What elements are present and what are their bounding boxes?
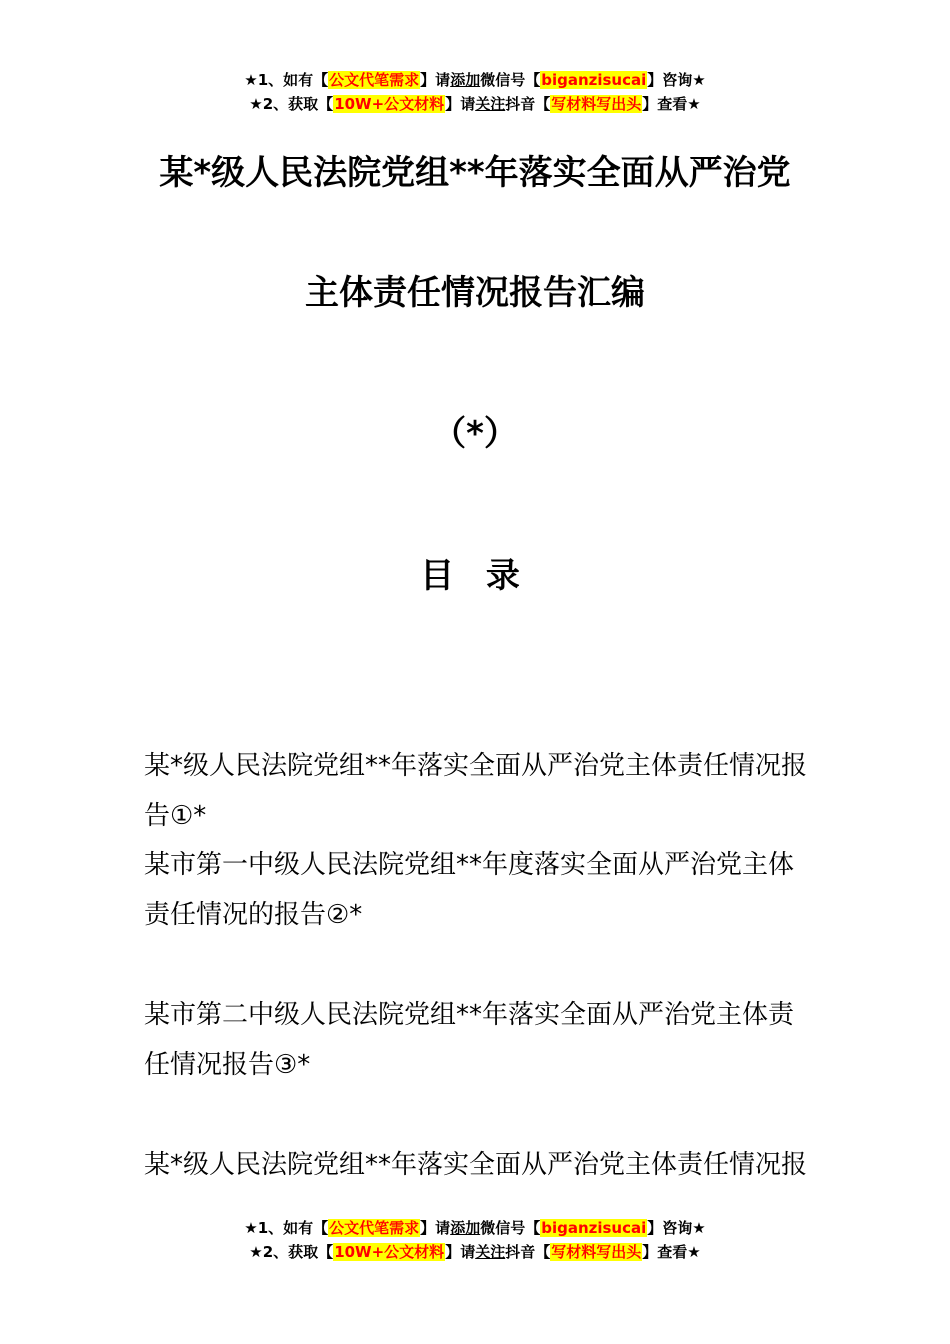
document-subtitle: （*） [432,414,518,454]
document-title-line-1: 某*级人民法院党组**年落实全面从严治党 [159,153,791,193]
promo-banner-bottom [0,1216,950,1264]
promo-line-1: ★1、如有【公文代笔需求】请添加微信号【biganzisucai】咨询★ [244,1219,706,1237]
toc-item[interactable]: 某市第二中级人民法院党组**年落实全面从严治党主体责任情况报告③* [144,1000,795,1080]
highlight-materials: 10W+公文材料 [334,95,445,113]
highlight-douyin-account: 写材料写出头 [551,95,642,113]
toc-item[interactable]: 某市第一中级人民法院党组**年度落实全面从严治党主体责任情况的报告②* [144,850,795,930]
highlight-service: 公文代笔需求 [329,1219,420,1237]
highlight-wechat-id: biganzisucai [541,1219,647,1237]
highlight-service: 公文代笔需求 [329,71,420,89]
highlight-douyin-account: 写材料写出头 [551,1243,642,1261]
promo-banner-top [0,68,950,116]
promo-line-1: ★1、如有【公文代笔需求】请添加微信号【biganzisucai】咨询★ [244,71,706,89]
promo-line-2: ★2、获取【10W+公文材料】请关注抖音【写材料写出头】查看★ [249,95,701,113]
promo-line-2: ★2、获取【10W+公文材料】请关注抖音【写材料写出头】查看★ [249,1243,701,1261]
toc-item[interactable]: 某*级人民法院党组**年落实全面从严治党主体责任情况报告①* [144,751,808,831]
highlight-materials: 10W+公文材料 [334,1243,445,1261]
document-title-line-2: 主体责任情况报告汇编 [305,273,645,313]
toc-heading: 目 录 [420,556,530,596]
toc-item[interactable]: 某*级人民法院党组**年落实全面从严治党主体责任情况报 [144,1150,808,1180]
highlight-wechat-id: biganzisucai [541,71,647,89]
